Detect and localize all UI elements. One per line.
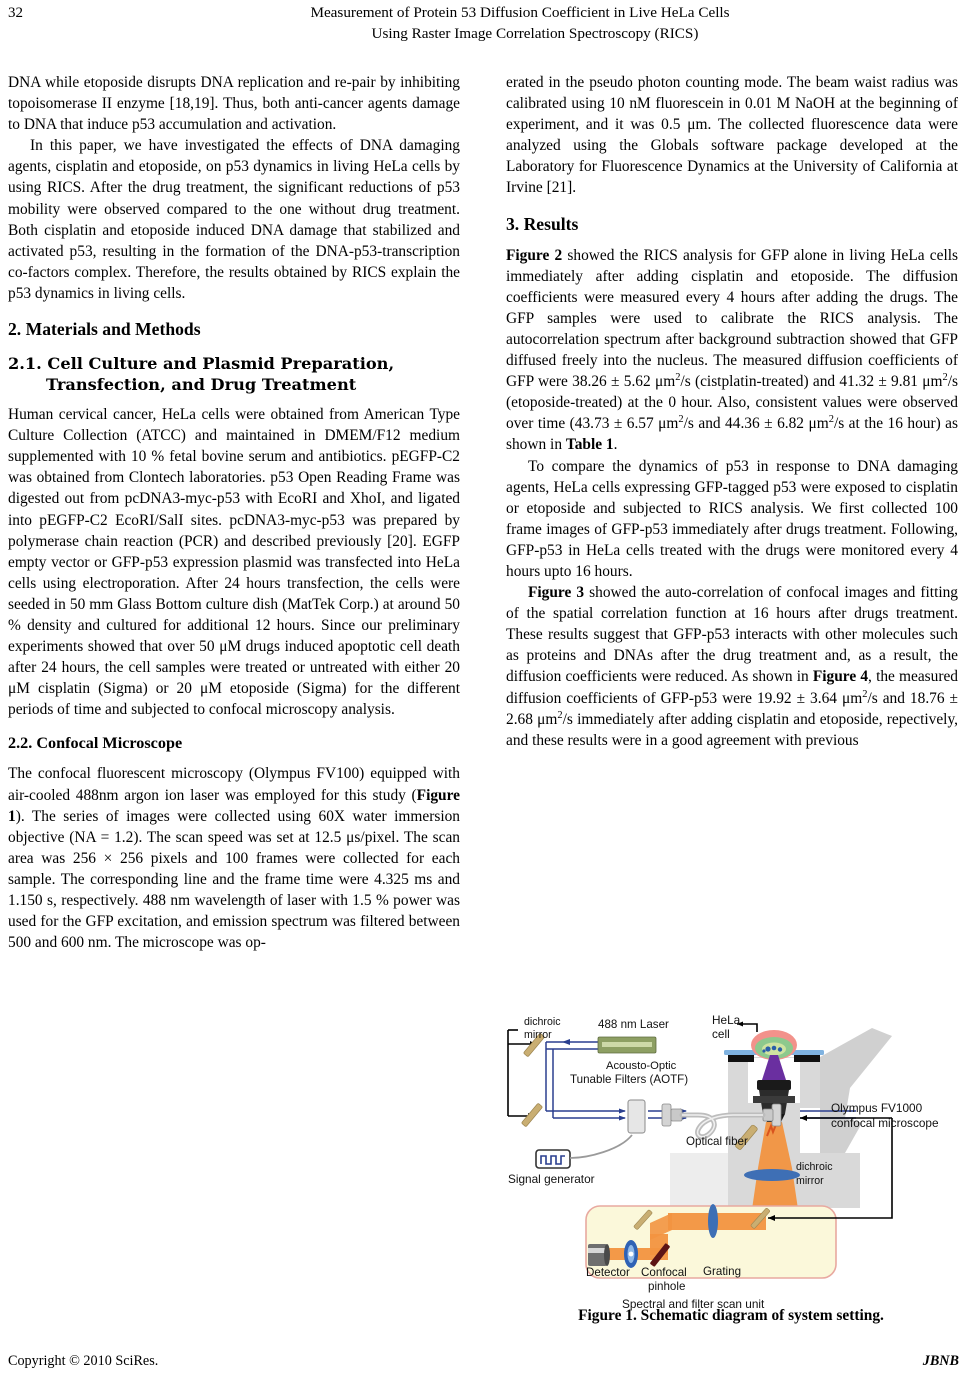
para4-superscript-2: 2 bbox=[557, 709, 563, 721]
microscope-base-left bbox=[670, 1153, 728, 1208]
cell-organelle-4 bbox=[762, 1049, 765, 1052]
blue-arrow-2 bbox=[619, 1109, 626, 1114]
para4-text-a: showed the auto-correlation of confocal images and fitting of the spatial correlation function at 16 hours after drugs treatment. These results suggest that GFP-p53 interacts with other molecules such as proteins and DNAs after the drug treatment and, as a result, the diffusion coefficients were reduced. As shown in bbox=[506, 584, 959, 686]
para2-superscript-1: 2 bbox=[675, 372, 681, 383]
heading-confocal-microscope: 2.2. Confocal Microscope bbox=[8, 734, 183, 753]
para2-text-e: /s at the 16 hour) as shown in bbox=[506, 415, 958, 454]
right-column bbox=[506, 72, 958, 751]
figure-1-caption: Figure 1. Schematic diagram of system setting. bbox=[578, 1307, 884, 1324]
heading-cell-culture-plasmid bbox=[8, 353, 460, 395]
label-optical-fiber: Optical fiber bbox=[686, 1135, 748, 1148]
label-olympus-line2: confocal microscope bbox=[831, 1116, 939, 1130]
para4-text-b: , the measured diffusion coefficients of GFP-p53 were 19.92 ± 3.64 μm bbox=[506, 668, 959, 707]
figure-1-block bbox=[500, 1013, 962, 1326]
label-scan-unit: Spectral and filter scan unit bbox=[622, 1297, 765, 1311]
laser-tube-group bbox=[598, 1037, 656, 1053]
stage-clip-right bbox=[794, 1055, 820, 1062]
page-number: 32 bbox=[8, 5, 23, 21]
para4-text-d: /s immediately after adding cisplatin and etoposide, repectively, and these results were in a good agreement with previous bbox=[506, 710, 958, 749]
coupler-left-flange bbox=[662, 1104, 671, 1126]
label-signal-generator: Signal generator bbox=[508, 1172, 595, 1186]
confocal-pinhole-group bbox=[624, 1240, 638, 1268]
detector-face bbox=[604, 1244, 610, 1266]
aotf-group bbox=[628, 1100, 645, 1133]
stage-clip-left bbox=[728, 1055, 754, 1062]
label-488nm-laser: 488 nm Laser bbox=[598, 1018, 669, 1031]
pointer-arrowhead-olympus bbox=[800, 1115, 807, 1121]
blue-arrow-3 bbox=[619, 1116, 626, 1121]
label-confocal-pinhole-line1: Confocal bbox=[641, 1266, 687, 1279]
label-confocal-pinhole-line2: pinhole bbox=[648, 1280, 686, 1293]
fiber-coupler-left bbox=[662, 1104, 682, 1126]
label-detector: Detector bbox=[586, 1266, 630, 1279]
cell-organelle-3 bbox=[778, 1047, 782, 1051]
para2-text-c: /s (etoposide-treated) at the 0 hour. Also, consistent values were observed over time (43.73 ± 6.57 μm bbox=[506, 373, 958, 433]
figure-3-reference: Figure 3 bbox=[528, 584, 585, 602]
cell-organelle-1 bbox=[765, 1046, 770, 1051]
heading-cell-culture-line-1: 2.1. Cell Culture and Plasmid Preparation, bbox=[8, 354, 395, 374]
para2-superscript-2: 2 bbox=[942, 372, 948, 383]
label-dichroic-mirror-left-line1: dichroic bbox=[524, 1016, 561, 1028]
para2-superscript-3: 2 bbox=[678, 414, 684, 426]
paragraph-pseudo-photon-counting: erated in the pseudo photon counting mode. The beam waist radius was calibrated using 10 nM fluorescein in 0.01 M NaOH at the beginning of experiment, and it was 0.5 μm. The collected fluorescence data were analyzed using the Globals software package developed at the Laboratory for Fluorescence Dynamics at the University of California at Irvine [21]. bbox=[506, 74, 958, 197]
left-column bbox=[8, 72, 460, 953]
figure-4-reference: Figure 4 bbox=[812, 668, 869, 686]
running-head bbox=[0, 0, 967, 52]
para2-text-f: . bbox=[613, 436, 618, 454]
running-head-line-2: Using Raster Image Correlation Spectroscopy (RICS) bbox=[371, 24, 699, 42]
label-hela-cell-line1: HeLa bbox=[712, 1013, 741, 1027]
para4-text-c: /s and 18.76 ± 2.68 μm bbox=[506, 689, 958, 728]
journal-abbreviation: JBNB bbox=[922, 1353, 959, 1369]
detector-group bbox=[588, 1244, 610, 1266]
microscope-arm-shape bbox=[820, 1028, 892, 1153]
paragraph-human-cervical-cancer: Human cervical cancer, HeLa cells were obtained from American Type Culture Collection (ATCC) and maintained in DMEM/F12 medium supplemented with 10 % fetal bovine serum and antibiotics. pEGFP-C2 was obtained from Clontech laboratories. p53 Open Reading Frame was digested out from pcDNA3-myc-p53 with EcoRI and XhoI, and ligated into pEGFP-C2 EcoRI/SalI sites. pcDNA3-myc-p53 was prepared by polymerase chain reaction (PCR) and described previously [20]. EGFP empty vector or GFP-p53 expression plasmid was transfected into HeLa cells using electroporation. After 24 hours transfection, the cells were seeded in 50 mm Glass Bottom culture dish (MatTek Corp.) at around 50 % density and cultured for additional 12 hours. Since our preliminary experiments showed that over 50 μM drugs induced apoptotic cell death after 24 hours, the cell samples were treated or untreated with either 20 μM cisplatin (Sigma) or 20 μM etoposide (Sigma) for the different periods of time and subjected to confocal microscopy analysis. bbox=[8, 406, 460, 719]
aotf-block bbox=[628, 1100, 645, 1133]
heading-materials-and-methods: 2. Materials and Methods bbox=[8, 319, 201, 340]
label-dichroic-mirror-left-line2: mirror bbox=[524, 1029, 552, 1041]
copyright-text: Copyright © 2010 SciRes. bbox=[8, 1353, 159, 1369]
paragraph-figure3-autocorrelation bbox=[506, 582, 958, 751]
schematic-diagram-svg bbox=[500, 1018, 962, 1290]
dichroic-mirror-left-lower bbox=[521, 1103, 542, 1127]
paragraph-dna-etoposide: DNA while etoposide disrupts DNA replication and re-pair by inhibiting topoisomerase II enzyme [18,19]. Thus, both anti-cancer agents damage to DNA that induce p53 accumulation and activation. bbox=[8, 74, 460, 134]
figure-2-reference: Figure 2 bbox=[506, 246, 563, 264]
para4-superscript-1: 2 bbox=[862, 688, 868, 700]
para4-text-b: ). The series of images were collected using 60X water immersion objective (NA = 1.2). The scan speed was set at 12.5 μs/pixel. The scan area was 256 × 256 pixels and 100 frames were collected for each sample. The corresponding line and the frame time were 4.325 ms and 1.150 s, respectively. 488 nm wavelength of laser with 1.5 % power was used for the GFP excitation, and emission spectrum was filtered between 500 and 600 nm. The microscope was op- bbox=[8, 807, 460, 952]
para2-superscript-4: 2 bbox=[828, 414, 834, 426]
paragraph-in-this-paper: In this paper, we have investigated the effects of DNA damaging agents, cisplatin and etoposide, on p53 dynamics in living HeLa cells by using RICS. After the drug treatment, the significant reductions of p53 mobility were observed compared to the one without drug treatment. Both cisplatin and etoposide induced DNA damage that stabilized and activated p53, resulting in the formation of the DNA-p53-transcription co-factors complex. Therefore, the results obtained by RICS explain the p53 dynamics in living cells. bbox=[8, 137, 460, 302]
label-dichroic-mirror-right-line2: mirror bbox=[796, 1175, 824, 1187]
laser-cavity bbox=[602, 1042, 652, 1047]
para2-text-b: /s (cistplatin-treated) and 41.32 ± 9.81 μm bbox=[680, 373, 943, 391]
paragraph-figure2-rics bbox=[506, 245, 958, 456]
blue-arrow-1 bbox=[562, 1039, 570, 1045]
pinhole-aperture bbox=[629, 1252, 634, 1257]
figure-1-diagram bbox=[500, 1013, 962, 1311]
tube-lens bbox=[744, 1169, 800, 1181]
label-hela-cell-line2: cell bbox=[712, 1027, 730, 1041]
heading-cell-culture-line-2: Transfection, and Drug Treatment bbox=[46, 375, 357, 395]
para2-text-a: showed the RICS analysis for GFP alone in living HeLa cells immediately after adding cisplatin and etoposide. The diffusion coefficients were measured every 4 hours after adding the drugs. The GFP samples were used to calibrate the RICS analysis. The autocorrelation spectrum after background subtraction showed that GFP diffused freely into the nucleus. The measured diffusion coefficients of GFP were 38.26 ± 5.62 μm bbox=[506, 246, 959, 391]
running-head-line-1: Measurement of Protein 53 Diffusion Coefficient in Live HeLa Cells bbox=[310, 4, 730, 21]
label-aotf-line2: Tunable Filters (AOTF) bbox=[570, 1073, 689, 1086]
label-aotf-line1: Acousto-Optic bbox=[606, 1060, 677, 1072]
scan-unit-lens bbox=[708, 1204, 718, 1238]
heading-results: 3. Results bbox=[506, 213, 579, 234]
figure-1-reference: Figure 1 bbox=[8, 786, 460, 825]
para4-text-a: The confocal fluorescent microscopy (Olympus FV100) equipped with air-cooled 488nm argon ion laser was employed for this study ( bbox=[8, 765, 460, 804]
label-dichroic-mirror-right-line1: dichroic bbox=[796, 1161, 833, 1173]
cell-organelle-2 bbox=[772, 1046, 777, 1051]
running-head-title bbox=[120, 3, 920, 44]
table-1-reference: Table 1 bbox=[565, 436, 614, 454]
paragraph-compare-dynamics: To compare the dynamics of p53 in response to DNA damaging agents, HeLa cells expressing GFP-tagged p53 were exposed to cisplatin or etoposide and subjected to RICS analysis. We first collected 100 frame images of GFP-p53 immediately after drugs treatment. Following, GFP-p53 in HeLa cells treated with the drugs were monitored every 4 hours upto 16 hours. bbox=[506, 457, 958, 580]
signal-generator-group bbox=[536, 1135, 632, 1168]
objective-collar bbox=[753, 1096, 795, 1103]
paragraph-confocal-microscopy bbox=[8, 763, 460, 953]
para2-text-d: /s and 44.36 ± 6.82 μm bbox=[683, 415, 829, 433]
label-grating: Grating bbox=[703, 1265, 742, 1278]
signal-generator-cable bbox=[570, 1135, 632, 1158]
objective-top bbox=[757, 1080, 791, 1090]
label-olympus-line1: Olympus FV1000 bbox=[831, 1101, 923, 1115]
